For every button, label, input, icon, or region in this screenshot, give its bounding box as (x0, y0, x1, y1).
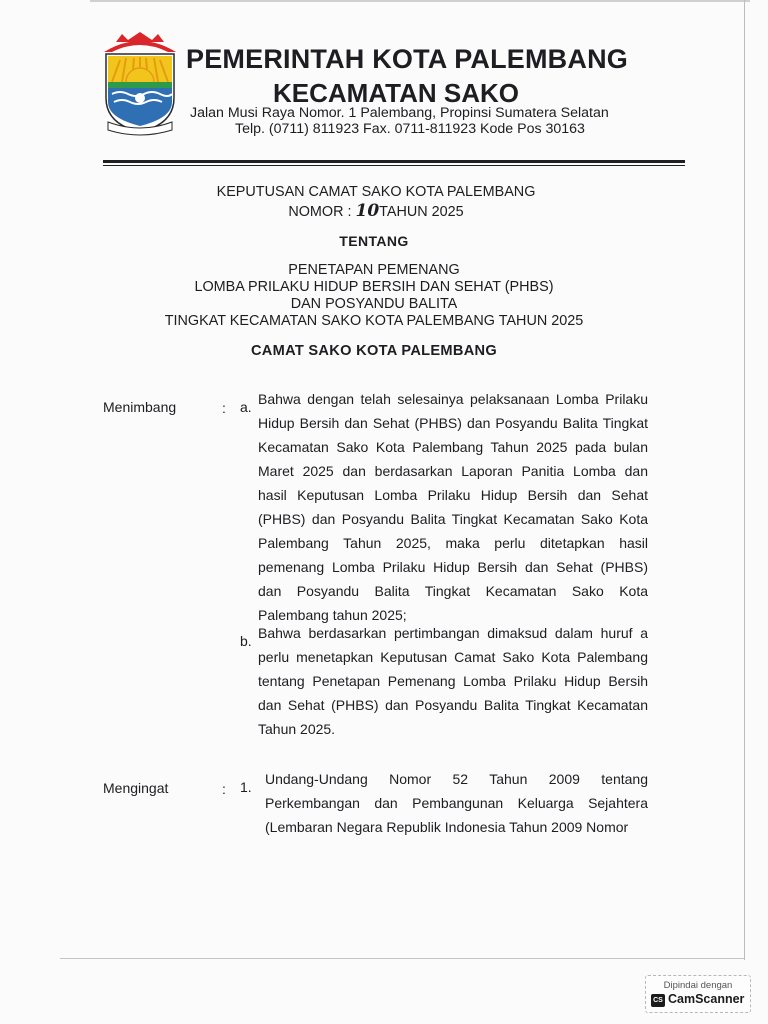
district-name-heading: KECAMATAN SAKO (272, 78, 520, 108)
decree-number-handwritten: 10 (355, 201, 380, 221)
decree-number-prefix: NOMOR : (288, 204, 352, 220)
paragraph-line: Maret 2025 dan berdasarkan Laporan Panitia Lomba dan (258, 463, 648, 479)
item-marker-b: b. (240, 633, 252, 649)
scan-edge-right (744, 0, 745, 960)
section-label-menimbang: Menimbang (103, 399, 177, 415)
paragraph-line: perlu menetapkan Keputusan Camat Sako Kota Palembang (258, 649, 648, 665)
camscanner-watermark (645, 975, 751, 1013)
section-colon: : (222, 781, 226, 797)
paragraph-line: Palembang tahun 2025; (258, 607, 407, 623)
paragraph-line: dan Posyandu Balita Tingkat Kecamatan Sako Kota (258, 583, 648, 599)
office-address: Jalan Musi Raya Nomor. 1 Palembang, Propinsi Sumatera Selatan (190, 105, 609, 121)
paragraph-line: Undang-Undang Nomor 52 Tahun 2009 tentang (265, 771, 648, 787)
paragraph-line: tentang Penetapan Pemenang Lomba Prilaku Hidup Bersih (258, 673, 648, 689)
issuing-official: CAMAT SAKO KOTA PALEMBANG (250, 343, 498, 359)
decree-number-suffix: TAHUN 2025 (379, 204, 464, 220)
office-contact: Telp. (0711) 811923 Fax. 0711-811923 Kode Pos 30163 (235, 121, 585, 137)
watermark-brand: CamScanner (668, 992, 745, 1006)
section-colon: : (222, 400, 226, 416)
scan-edge-bottom (60, 958, 744, 959)
paragraph-line: Palembang Tahun 2025, maka perlu ditetapkan hasil (258, 535, 648, 551)
scan-edge-top (90, 0, 750, 2)
section-label-mengingat: Mengingat (103, 780, 169, 796)
subject-line: TINGKAT KECAMATAN SAKO KOTA PALEMBANG TAHUN 2025 (164, 313, 584, 329)
watermark-caption: Dipindai dengan (663, 980, 733, 991)
paragraph-line: pemenang Lomba Prilaku Hidup Bersih dan Sehat (PHBS) (258, 559, 648, 575)
paragraph-line: hasil Keputusan Lomba Prilaku Hidup Bersih dan Sehat (258, 487, 648, 503)
government-name-heading: PEMERINTAH KOTA PALEMBANG (186, 44, 628, 74)
letterhead-rule-thick (103, 160, 685, 163)
decree-number (0, 201, 760, 221)
menimbang-paragraph-a (258, 387, 648, 627)
menimbang-paragraph-b (258, 621, 648, 741)
letterhead-rule-thin (103, 165, 685, 166)
paragraph-line: dan Sehat (PHBS) dan Posyandu Balita Tingkat Kecamatan (258, 697, 648, 713)
paragraph-line: (PHBS) dan Posyandu Balita Tingkat Kecamatan Sako Kota (258, 511, 648, 527)
subject-line: DAN POSYANDU BALITA (290, 296, 458, 312)
palembang-city-crest-logo (98, 28, 182, 140)
camscanner-logo-icon: CS (651, 994, 665, 1007)
decree-subject (0, 262, 758, 330)
decree-title: KEPUTUSAN CAMAT SAKO KOTA PALEMBANG (216, 184, 536, 200)
subject-line: LOMBA PRILAKU HIDUP BERSIH DAN SEHAT (PHBS) (194, 279, 554, 295)
paragraph-line: Perkembangan dan Pembangunan Keluarga Sejahtera (265, 795, 648, 811)
item-marker-1: 1. (240, 779, 252, 795)
item-marker-a: a. (240, 399, 252, 415)
paragraph-line: (Lembaran Negara Republik Indonesia Tahun 2009 Nomor (265, 819, 629, 835)
paragraph-line: Hidup Bersih dan Sehat (PHBS) dan Posyandu Balita Tingkat (258, 415, 648, 431)
paragraph-line: Tahun 2025. (258, 721, 336, 737)
subject-line: PENETAPAN PEMENANG (288, 262, 460, 278)
mengingat-paragraph-1 (265, 767, 648, 839)
about-heading: TENTANG (339, 233, 409, 249)
paragraph-line: Bahwa dengan telah selesainya pelaksanaan Lomba Prilaku (258, 391, 648, 407)
paragraph-line: Bahwa berdasarkan pertimbangan dimaksud dalam huruf a (258, 625, 648, 641)
paragraph-line: Kecamatan Sako Kota Palembang Tahun 2025 pada bulan (258, 439, 648, 455)
